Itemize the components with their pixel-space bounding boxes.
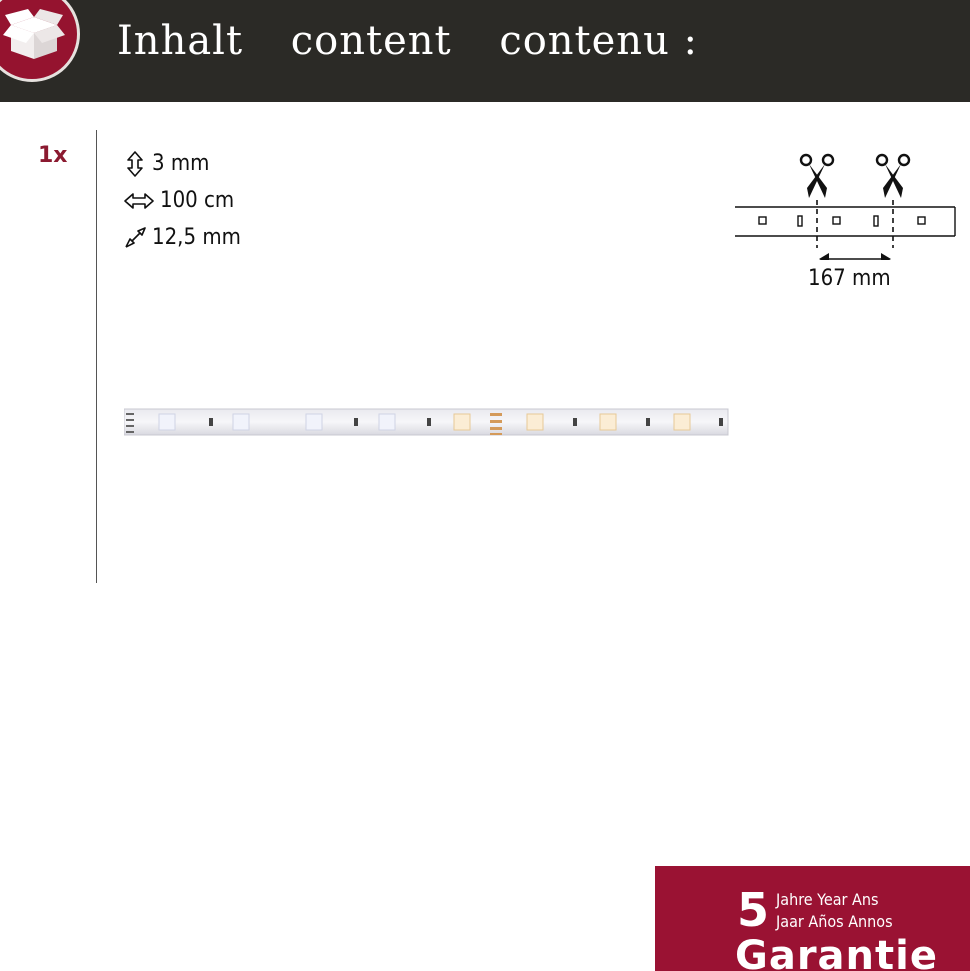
box-badge: [0, 0, 80, 82]
height-arrow-icon: [124, 151, 146, 177]
header-bar: [0, 0, 970, 102]
cut-interval-label: 167 mm: [808, 266, 891, 291]
header-title: [117, 14, 732, 68]
guarantee-line-1: Jahre Year Ans: [776, 890, 879, 909]
dimension-height-value: 3 mm: [152, 151, 210, 176]
title-german: Inhalt: [117, 18, 244, 64]
box-icon: [3, 7, 65, 63]
quantity-label: 1x: [38, 143, 68, 168]
divider-line: [96, 130, 97, 583]
guarantee-badge: [655, 866, 970, 971]
scissors-icon: [801, 155, 833, 198]
guarantee-line-2: Jaar Años Annos: [776, 912, 893, 931]
dimension-width-value: 100 cm: [160, 188, 235, 213]
diagonal-arrow-icon: [124, 227, 146, 249]
dimension-diagonal-value: 12,5 mm: [152, 225, 241, 250]
led-strip-image: [124, 407, 730, 437]
scissors-icon: [877, 155, 909, 198]
guarantee-word: Garantie: [735, 933, 938, 971]
cut-diagram: [733, 150, 963, 260]
strip-outline: [735, 207, 955, 236]
width-arrow-icon: [124, 191, 154, 211]
guarantee-lines: [776, 889, 893, 933]
measure-arrow: [819, 253, 891, 260]
dimension-height: [124, 145, 241, 182]
title-french: contenu :: [499, 18, 699, 64]
dimension-diagonal: [124, 219, 241, 256]
guarantee-years: 5: [737, 883, 770, 937]
dimension-width: [124, 182, 241, 219]
title-english: content: [290, 18, 452, 64]
dimensions-list: [124, 145, 241, 256]
